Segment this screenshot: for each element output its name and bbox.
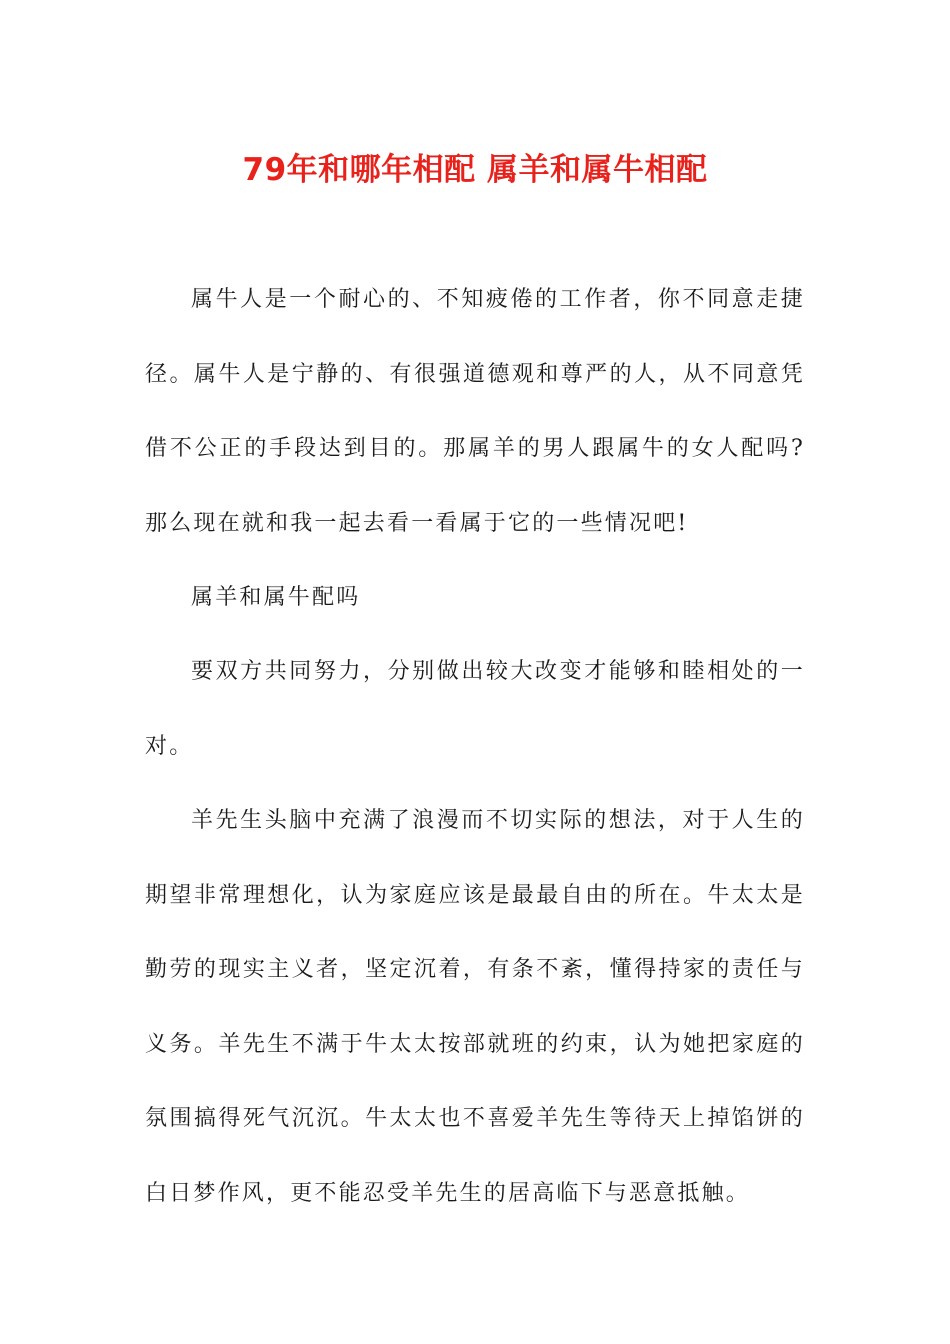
paragraph-text: 羊先生头脑中充满了浪漫而不切实际的想法，对于人生的期望非常理想化，认为家庭应该是最最自由的所在。牛太太是勤劳的现实主义者，坚定沉着，有条不紊，懂得持家的责任与义务。羊先生不满于牛太太按部就班的约束，认为她把家庭的氛围搞得死气沉沉。牛太太也不喜爱羊先生等待天上掉馅饼的白日梦作风，更不能忍受羊先生的居高临下与恶意抵触。: [145, 808, 805, 1206]
document-title: 79年和哪年相配 属羊和属牛相配: [242, 152, 708, 188]
paragraph-text: 要双方共同努力，分别做出较大改变才能够和睦相处的一对。: [145, 659, 805, 759]
section-heading: [145, 561, 805, 636]
paragraph-detail: [145, 784, 805, 1231]
section-heading-text: 属羊和属牛配吗: [191, 585, 361, 610]
paragraph-text: 属牛人是一个耐心的、不知疲倦的工作者，你不同意走捷径。属牛人是宁静的、有很强道德观和尊严的人，从不同意凭借不公正的手段达到目的。那属羊的男人跟属牛的女人配吗?那么现在就和我一起去看一看属于它的一些情况吧!: [145, 287, 805, 536]
paragraph-summary: [145, 635, 805, 784]
paragraph-intro: [145, 263, 805, 561]
